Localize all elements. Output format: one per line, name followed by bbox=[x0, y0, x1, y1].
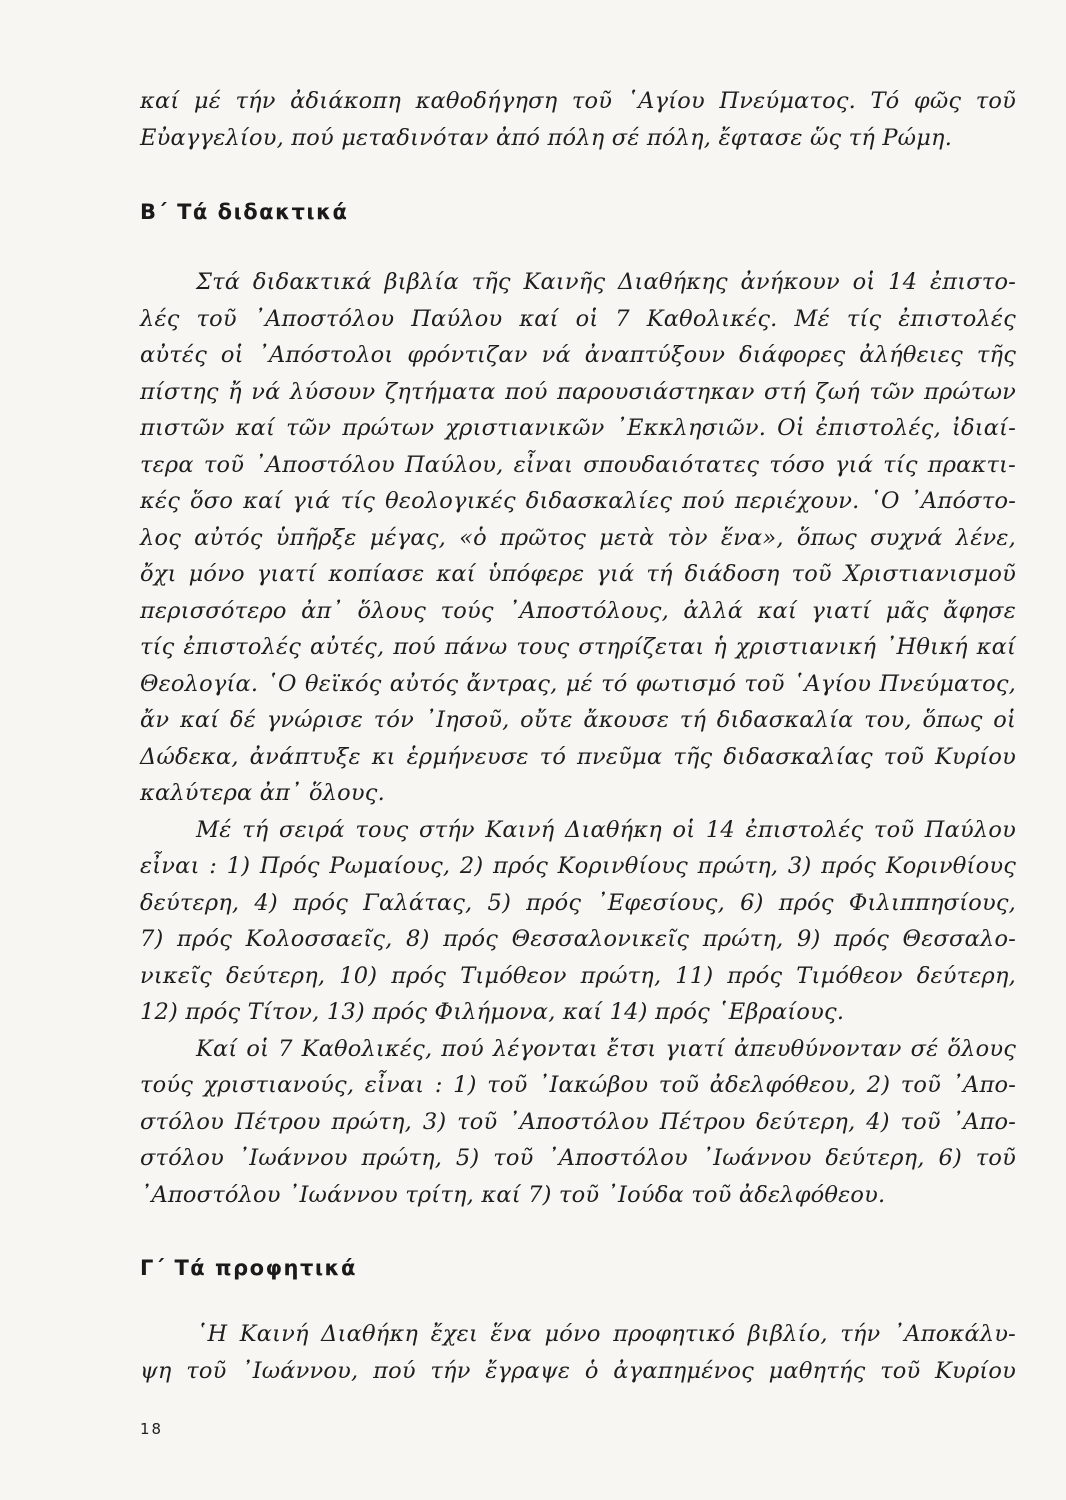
text-line: περισσότερο ἀπ᾿ ὅλους τούς ᾿Αποστόλους, ἀλλά καί γιατί μᾶς ἄφησε bbox=[140, 597, 1016, 624]
text-line: 12) πρός Τίτον, 13) πρός Φιλήμονα, καί 14) πρός ῾Εβραίους. bbox=[140, 999, 845, 1025]
text-line: στόλου Πέτρου πρώτη, 3) τοῦ ᾿Αποστόλου Πέτρου δεύτερη, 4) τοῦ ᾿Απο- bbox=[140, 1108, 1016, 1135]
text-line: Στά διδακτικά βιβλία τῆς Καινῆς Διαθήκης ἀνήκουν οἱ 14 ἐπιστο- bbox=[196, 269, 1016, 295]
section-c-body bbox=[140, 1316, 1016, 1389]
text-line: λές τοῦ ᾿Αποστόλου Παύλου καί οἱ 7 Καθολικές. Μέ τίς ἐπιστολές bbox=[140, 305, 1016, 332]
text-line: ψη τοῦ ᾿Ιωάννου, πού τήν ἔγραψε ὁ ἀγαπημένος μαθητής τοῦ Κυρίου bbox=[140, 1357, 1016, 1384]
text-line: νικεῖς δεύτερη, 10) πρός Τιμόθεον πρώτη, 11) πρός Τιμόθεον δεύτερη, bbox=[140, 962, 1016, 989]
text-line: εἶναι : 1) Πρός Ρωμαίους, 2) πρός Κορινθίους πρώτη, 3) πρός Κορινθίους bbox=[140, 853, 1016, 879]
text-line: κές ὅσο καί γιά τίς θεολογικές διδασκαλίες πού περιέχουν. ῾Ο ᾿Απόστο- bbox=[140, 488, 1016, 514]
text-line: Εὐαγγελίου, πού μεταδινόταν ἀπό πόλη σέ πόλη, ἔφτασε ὥς τή Ρώμη. bbox=[140, 124, 953, 151]
text-line: Δώδεκα, ἀνάπτυξε κι ἑρμήνευσε τό πνεῦμα τῆς διδασκαλίας τοῦ Κυρίου bbox=[140, 743, 1016, 770]
page-number: 18 bbox=[140, 1420, 164, 1438]
text-line: Καί οἱ 7 Καθολικές, πού λέγονται ἔτσι γιατί ἀπευθύνονταν σέ ὅλους bbox=[196, 1035, 1016, 1062]
text-line: αὐτές οἱ ᾿Απόστολοι φρόντιζαν νά ἀναπτύξουν διάφορες ἀλήθειες τῆς bbox=[140, 342, 1016, 368]
text-line: τούς χριστιανούς, εἶναι : 1) τοῦ ᾿Ιακώβου τοῦ ἀδελφόθεου, 2) τοῦ ᾿Απο- bbox=[140, 1072, 1016, 1098]
text-line: ῾Η Καινή Διαθήκη ἔχει ἕνα μόνο προφητικό βιβλίο, τήν ᾿Αποκάλυ- bbox=[196, 1321, 1016, 1347]
text-line: καί μέ τήν ἀδιάκοπη καθοδήγηση τοῦ ῾Αγίου Πνεύματος. Τό φῶς τοῦ bbox=[140, 88, 1016, 114]
text-line: δεύτερη, 4) πρός Γαλάτας, 5) πρός ᾿Εφεσίους, 6) πρός Φιλιππησίους, bbox=[140, 889, 1016, 916]
text-line: 7) πρός Κολοσσαεῖς, 8) πρός Θεσσαλονικεῖς πρώτη, 9) πρός Θεσσαλο- bbox=[140, 926, 1016, 952]
text-line: πιστῶν καί τῶν πρώτων χριστιανικῶν ᾿Εκκλησιῶν. Οἱ ἐπιστολές, ἰδιαί- bbox=[140, 415, 1016, 441]
text-line: τερα τοῦ ᾿Αποστόλου Παύλου, εἶναι σπουδαιότατες τόσο γιά τίς πρακτι- bbox=[140, 451, 1016, 478]
text-line: στόλου ᾿Ιωάννου πρώτη, 5) τοῦ ᾿Αποστόλου ᾿Ιωάννου δεύτερη, 6) τοῦ bbox=[140, 1145, 1016, 1171]
text-line: πίστης ἤ νά λύσουν ζητήματα πού παρουσιάστηκαν στή ζωή τῶν πρώτων bbox=[140, 378, 1016, 405]
text-line: καλύτερα ἀπ᾿ ὅλους. bbox=[140, 780, 385, 806]
text-line: ᾿Αποστόλου ᾿Ιωάννου τρίτη, καί 7) τοῦ ᾿Ιούδα τοῦ ἀδελφόθεου. bbox=[140, 1181, 886, 1208]
text-line: τίς ἐπιστολές αὐτές, πού πάνω τους στηρίζεται ἡ χριστιανική ᾿Ηθική καί bbox=[140, 634, 1016, 660]
intro-paragraph bbox=[140, 83, 1016, 156]
text-line: Θεολογία. ῾Ο θεϊκός αὐτός ἄντρας, μέ τό φωτισμό τοῦ ῾Αγίου Πνεύματος, bbox=[140, 670, 1016, 697]
text-line: ὄχι μόνο γιατί κοπίασε καί ὑπόφερε γιά τή διάδοση τοῦ Χριστιανισμοῦ bbox=[140, 561, 1016, 587]
section-b-heading: Β΄ Τά διδακτικά bbox=[140, 200, 349, 224]
section-c-heading: Γ΄ Τά προφητικά bbox=[140, 1256, 357, 1280]
text-line: ἄν καί δέ γνώρισε τόν ᾿Ιησοῦ, οὔτε ἄκουσε τή διδασκαλία του, ὅπως οἱ bbox=[140, 707, 1016, 733]
text-line: λος αὐτός ὑπῆρξε μέγας, «ὁ πρῶτος μετὰ τὸν ἕνα», ὅπως συχνά λένε, bbox=[140, 524, 1016, 551]
text-line: Μέ τή σειρά τους στήν Καινή Διαθήκη οἱ 14 ἐπιστολές τοῦ Παύλου bbox=[196, 816, 1016, 843]
section-b-body bbox=[140, 264, 1016, 1213]
